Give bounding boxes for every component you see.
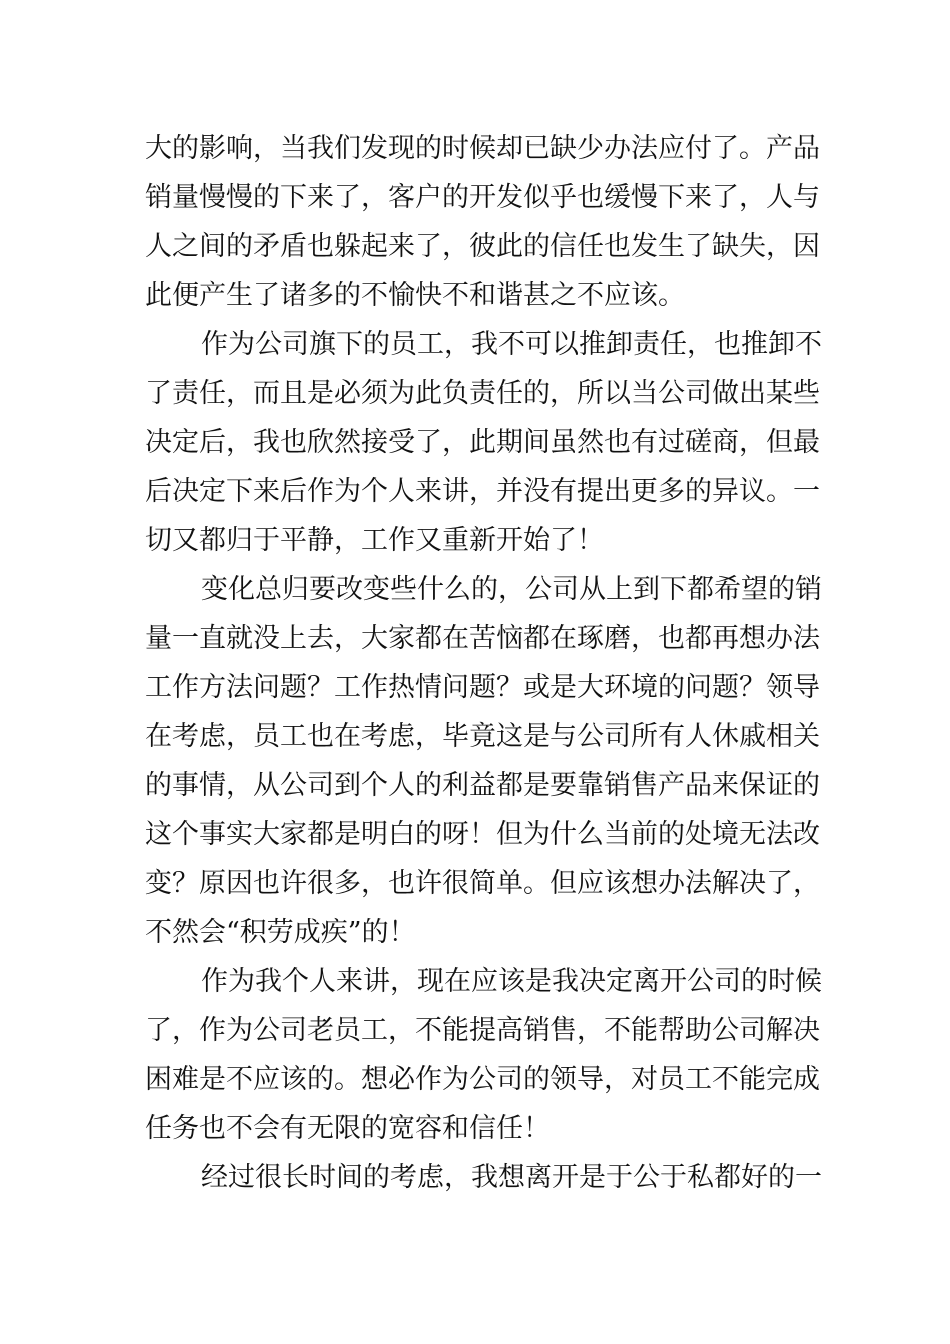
text-line: 任务也不会有无限的宽容和信任！ [145, 1113, 550, 1144]
text-line: 工作方法问题？工作热情问题？或是大环境的问题？领导 [145, 672, 820, 703]
body-text [145, 124, 822, 1202]
text-line: 大的影响，当我们发现的时候却已缺少办法应付了。产品 [145, 133, 820, 164]
text-line: 决定后，我也欣然接受了，此期间虽然也有过磋商，但最 [145, 427, 820, 458]
text-line: 变？原因也许很多，也许很简单。但应该想办法解决了， [145, 868, 820, 899]
text-line: 了，作为公司老员工，不能提高销售，不能帮助公司解决 [145, 1015, 820, 1046]
text-line: 销量慢慢的下来了，客户的开发似乎也缓慢下来了，人与 [145, 182, 820, 213]
text-line: 了责任，而且是必须为此负责任的，所以当公司做出某些 [145, 378, 820, 409]
paragraph-first-line: 经过很长时间的考虑，我想离开是于公于私都好的一 [201, 1162, 822, 1193]
text-line: 切又都归于平静，工作又重新开始了！ [145, 525, 604, 556]
text-line: 的事情，从公司到个人的利益都是要靠销售产品来保证的 [145, 770, 820, 801]
text-line: 此便产生了诸多的不愉快不和谐甚之不应该。 [145, 280, 685, 311]
text-line: 量一直就没上去，大家都在苦恼都在琢磨，也都再想办法 [145, 623, 820, 654]
text-line: 人之间的矛盾也躲起来了，彼此的信任也发生了缺失，因 [145, 231, 820, 262]
text-line: 在考虑，员工也在考虑，毕竟这是与公司所有人休戚相关 [145, 721, 820, 752]
paragraph-first-line: 作为公司旗下的员工，我不可以推卸责任，也推卸不 [201, 329, 822, 360]
paragraph-first-line: 变化总归要改变些什么的，公司从上到下都希望的销 [201, 574, 822, 605]
text-line: 这个事实大家都是明白的呀！但为什么当前的处境无法改 [145, 819, 820, 850]
text-line: 后决定下来后作为个人来讲，并没有提出更多的异议。一 [145, 476, 820, 507]
text-line: 不然会“积劳成疾”的！ [145, 917, 416, 948]
paragraph-first-line: 作为我个人来讲，现在应该是我决定离开公司的时候 [201, 966, 822, 997]
text-line: 困难是不应该的。想必作为公司的领导，对员工不能完成 [145, 1064, 820, 1095]
